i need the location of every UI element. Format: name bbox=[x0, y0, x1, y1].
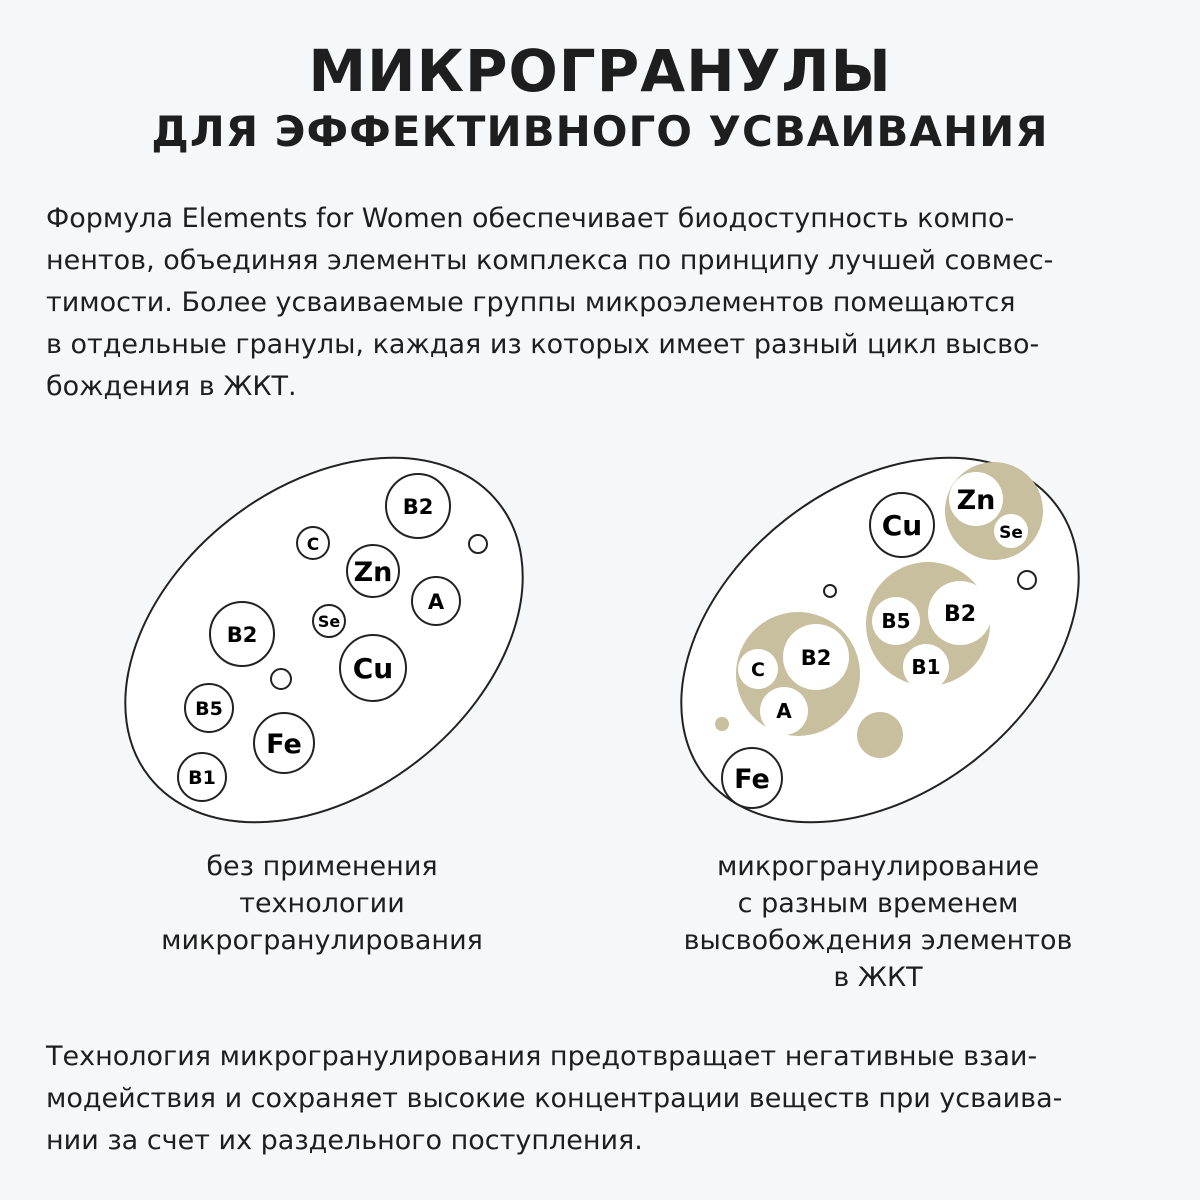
element-circle-zn bbox=[347, 545, 399, 597]
left-capsule-outline bbox=[55, 440, 593, 840]
outro-line: нии за счет их раздельного поступления. bbox=[46, 1125, 643, 1156]
intro-line: тимости. Более усваиваемые группы микроэлементов помещаются bbox=[46, 287, 1016, 318]
element-circle-a bbox=[412, 577, 460, 625]
caption-line: микрогранулирования bbox=[161, 925, 483, 956]
page-title: МИКРОГРАНУЛЫ bbox=[308, 37, 892, 105]
right-capsule-diagram bbox=[611, 440, 1149, 840]
outro-line: Технология микрогранулирования предотвращает негативные взаи- bbox=[46, 1041, 1038, 1072]
element-circle-se bbox=[313, 605, 345, 637]
intro-line: в отдельные гранулы, каждая из которых имеет разный цикл высво- bbox=[46, 329, 1040, 360]
empty-pellet bbox=[824, 585, 836, 597]
empty-pellet bbox=[1018, 571, 1036, 589]
element-label: B2 bbox=[800, 646, 832, 670]
element-label: C bbox=[306, 535, 320, 555]
element-circle-c bbox=[297, 527, 329, 559]
page-subtitle: ДЛЯ ЭФФЕКТИВНОГО УСВАИВАНИЯ bbox=[151, 107, 1049, 156]
small-granule bbox=[715, 717, 729, 731]
empty-pellet bbox=[271, 669, 291, 689]
element-label: B2 bbox=[402, 495, 434, 519]
element-label: B5 bbox=[881, 609, 911, 633]
diagram-canvas bbox=[0, 440, 1200, 840]
granule-c-b2-a bbox=[736, 612, 860, 736]
element-label: B1 bbox=[911, 655, 941, 679]
element-circle-cu bbox=[340, 635, 406, 701]
intro-line: нентов, объединяя элементы комплекса по принципу лучшей совмес- bbox=[46, 245, 1054, 276]
element-label: Se bbox=[999, 523, 1023, 543]
element-label: A bbox=[427, 590, 445, 614]
element-label: B1 bbox=[188, 767, 216, 789]
left-diagram-caption bbox=[122, 848, 522, 959]
element-label: Cu bbox=[881, 509, 923, 542]
element-circle-fe bbox=[254, 713, 314, 773]
element-label: Cu bbox=[352, 652, 394, 685]
empty-pellet bbox=[469, 535, 487, 553]
element-circle-b2 bbox=[210, 602, 274, 666]
element-circle-b2 bbox=[386, 474, 450, 538]
caption-line: высвобождения элементов bbox=[683, 925, 1073, 956]
element-circle-b5 bbox=[185, 684, 233, 732]
caption-line: микрогранулирование bbox=[716, 851, 1040, 882]
left-capsule-diagram bbox=[55, 440, 593, 840]
right-diagram-caption bbox=[640, 848, 1116, 996]
element-label: A bbox=[776, 699, 792, 723]
element-circle-fe bbox=[722, 748, 782, 808]
element-circle-b1 bbox=[178, 753, 226, 801]
intro-line: Формула Elements for Women обеспечивает биодоступность компо- bbox=[46, 203, 1015, 234]
element-label: B2 bbox=[226, 623, 258, 647]
element-label: Fe bbox=[266, 729, 302, 760]
granule-zn-se bbox=[945, 462, 1043, 560]
element-label: Zn bbox=[956, 485, 996, 516]
element-circle-cu bbox=[870, 493, 934, 557]
intro-line: бождения в ЖКТ. bbox=[46, 371, 297, 402]
caption-line: с разным временем bbox=[737, 888, 1019, 919]
outro-line: модействия и сохраняет высокие концентрации веществ при усваива- bbox=[46, 1083, 1063, 1114]
caption-line: без применения bbox=[206, 851, 438, 882]
element-label: C bbox=[751, 659, 765, 681]
small-granule bbox=[857, 712, 903, 758]
element-label: B5 bbox=[195, 698, 223, 720]
element-label: Fe bbox=[734, 764, 770, 795]
element-label: Se bbox=[317, 612, 341, 631]
intro-paragraph bbox=[46, 198, 1156, 408]
caption-line: технологии bbox=[239, 888, 405, 919]
element-label: B2 bbox=[943, 602, 977, 627]
caption-line: в ЖКТ bbox=[833, 962, 923, 993]
element-label: Zn bbox=[353, 557, 393, 588]
outro-paragraph bbox=[46, 1036, 1156, 1162]
